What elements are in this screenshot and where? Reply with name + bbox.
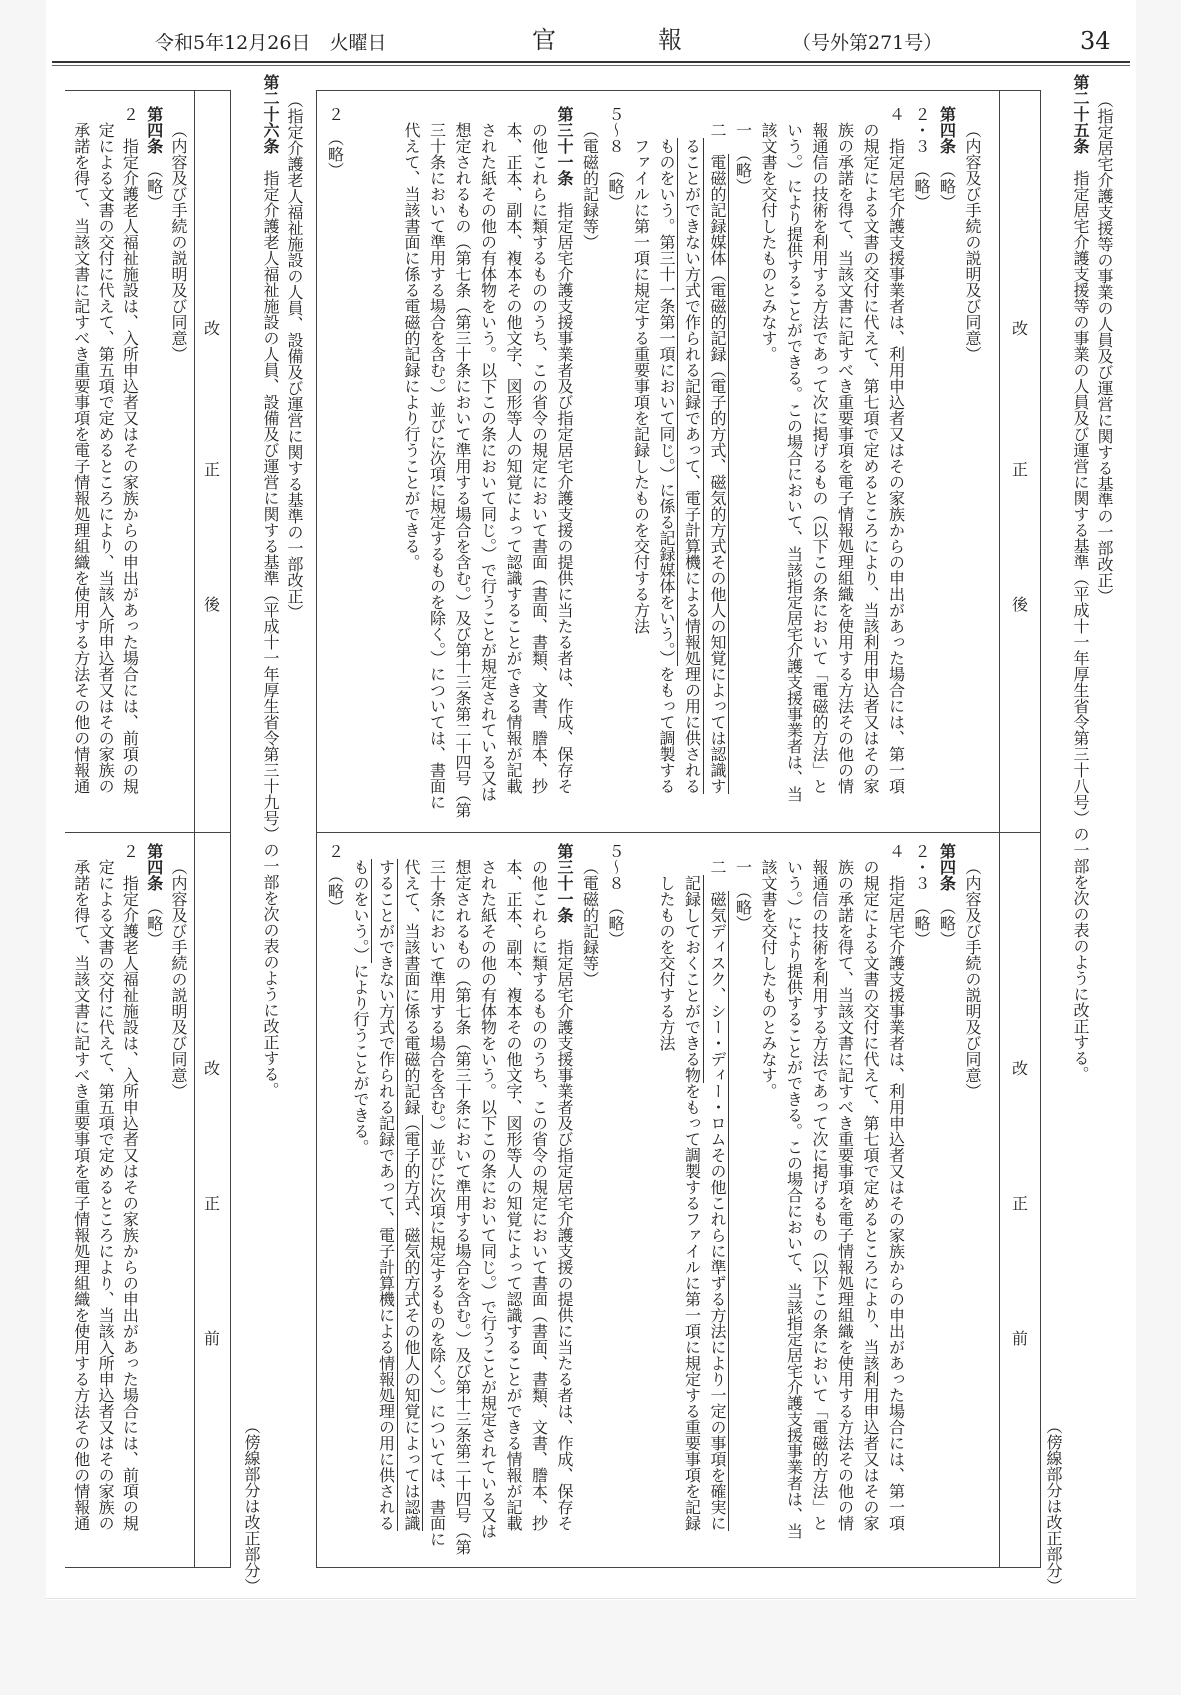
column-label-char: 正 — [203, 1194, 220, 1213]
article25-caption: （指定居宅介護支援等の事業の人員及び運営に関する基準の一部改正） — [1095, 92, 1114, 604]
text-segment: ５～８ （略） — [606, 843, 625, 947]
amended-text: ることができない方式で作られる記録であって、電子計算機による情報処理の用に供される — [682, 138, 702, 794]
text-segment: 報通信の技術を利用する方法であって次に掲げるもの（以下この条において「電磁的方法」と — [810, 859, 829, 1531]
text-line — [860, 859, 880, 1531]
header-rule-thin — [52, 65, 1130, 66]
text-segment: 想定されるもの（第七条（第三十条において準用する場合を含む。）及び第十三条第二十四号（第 — [453, 122, 472, 818]
amended-text: 磁気ディスク、シー・ディー・ロムその他これらに準ずる方法により一定の事項を確実に — [708, 891, 727, 1531]
text-line — [605, 843, 625, 947]
text-segment: ２ （略） — [325, 843, 345, 915]
text-line — [911, 843, 931, 947]
text-line — [119, 106, 139, 794]
text-segment: の規定による文書の交付に代えて、第七項で定めるところにより、当該利用申込者又はその家 — [861, 859, 880, 1531]
text-segment: をもって調製するファイルに第一項に規定する重要事項を記録 — [682, 1083, 702, 1531]
text-line — [554, 843, 574, 1531]
text-segment: （電磁的記録等） — [580, 122, 600, 250]
text-line — [71, 859, 91, 1531]
amended-text: ものをいう。第三十一条第一項において同じ。）に係る記録媒体をいう。） — [657, 138, 676, 666]
text-segment: 三十条において準用する場合を含む。）並びに次項に規定するものを除く。）については、書面に — [427, 859, 447, 1547]
article26-row-divider — [65, 832, 231, 833]
amended-text: することができない方式で作られる記録であって、電子計算機による情報処理の用に供される — [376, 859, 396, 1531]
page-number: 34 — [1080, 27, 1111, 55]
text-segment: （略） — [144, 891, 164, 947]
text-line — [911, 106, 931, 210]
column-label-char: 正 — [203, 460, 220, 479]
text-segment: 一 （略） — [733, 122, 753, 194]
article-number: 第四条 — [937, 843, 957, 891]
text-line — [733, 859, 753, 931]
gazette-title-1: 官 — [532, 26, 556, 54]
text-line — [886, 843, 906, 1531]
text-line — [809, 859, 829, 1531]
article25-table — [316, 90, 1041, 1568]
text-line — [784, 859, 804, 1539]
text-line — [631, 138, 651, 634]
text-segment: （電磁的記録等） — [580, 859, 600, 987]
text-segment: の他これらに類するもののうち、この省令の規定において書面（書面、書類、文書、謄本、抄 — [529, 859, 549, 1531]
column-label-char: 後 — [1011, 595, 1028, 614]
text-segment: （内容及び手続の説明及び同意） — [169, 859, 188, 1099]
text-line — [835, 122, 855, 794]
text-segment: 該文書を交付したものとみなす。 — [759, 859, 778, 1099]
text-line — [427, 122, 447, 810]
text-line — [325, 843, 345, 915]
text-segment: ファイルに第一項に規定する重要事項を記録したものを交付する方法 — [631, 138, 651, 634]
text-line — [119, 843, 139, 1531]
text-line — [401, 859, 421, 1531]
article26-heading — [260, 74, 280, 1098]
text-segment: （内容及び手続の説明及び同意） — [169, 122, 188, 362]
article26-note: （傍線部分は改正部分） — [242, 1418, 261, 1594]
article25-note: （傍線部分は改正部分） — [1044, 1418, 1063, 1594]
text-line — [350, 859, 370, 1155]
text-segment: 代えて、当該書面に係る電磁的記録 — [402, 859, 421, 1115]
text-line — [452, 859, 472, 1555]
article-number: 第四条 — [144, 843, 164, 891]
text-segment: （略） — [144, 154, 164, 210]
text-line — [478, 122, 498, 802]
issue-number: （号外第271号） — [792, 32, 943, 54]
text-line — [580, 122, 600, 250]
text-line — [860, 122, 880, 794]
text-line — [401, 122, 421, 570]
column-label-char: 正 — [1011, 460, 1028, 479]
article25-heading-text: 指定居宅介護支援等の事業の人員及び運営に関する基準（平成十一年厚生省令第三十八号）の一部を次の表のように改正する。 — [1071, 154, 1090, 1082]
text-line — [682, 875, 702, 1531]
amended-text: ものをいう。） — [351, 859, 370, 963]
text-line — [168, 859, 188, 1099]
text-segment: 想定されるもの（第七条（第三十条において準用する場合を含む。）及び第十三条第二十四号（第 — [453, 859, 472, 1555]
article-number: 第四条 — [937, 106, 957, 154]
text-segment: ４ 指定居宅介護支援事業者は、利用申込者又はその家族からの申出があった場合には、第一項 — [886, 843, 906, 1531]
text-segment: いう。）により提供することができる。この場合において、当該指定居宅介護支援事業者は、当 — [784, 122, 804, 802]
column-label-char: 前 — [1011, 1329, 1028, 1348]
text-line — [144, 843, 164, 947]
text-line — [758, 122, 778, 362]
article-number: 第三十一条 — [555, 106, 574, 186]
text-line — [529, 859, 549, 1531]
text-line — [733, 122, 753, 194]
text-line — [168, 122, 188, 362]
text-line — [962, 122, 982, 362]
article25-row-divider — [316, 832, 1041, 833]
text-line — [886, 106, 906, 794]
text-line — [784, 122, 804, 802]
text-line — [144, 106, 164, 210]
text-line — [707, 859, 727, 1531]
text-segment: 族の承諾を得て、当該文書に記すべき重要事項を電子情報処理組織を使用する方法その他の情 — [835, 122, 855, 794]
text-line — [809, 122, 829, 794]
text-line — [937, 843, 957, 947]
text-segment: された紙その他の有体物をいう。以下この条において同じ。）で行うことが規定されている又は — [478, 122, 498, 802]
article26-label-divider — [194, 90, 195, 1568]
text-line — [503, 122, 523, 794]
article26-table-bottom — [65, 1567, 231, 1568]
text-line — [682, 138, 702, 794]
text-segment: ５～８ （略） — [606, 106, 625, 210]
text-line — [758, 859, 778, 1099]
text-segment: 三十条において準用する場合を含む。）並びに次項に規定するものを除く。）については、書面に — [427, 122, 447, 810]
text-segment: 指定居宅介護支援事業者及び指定居宅介護支援の提供に当たる者は、作成、保存そ — [555, 923, 574, 1531]
column-label-char: 後 — [203, 595, 220, 614]
text-segment: したものを交付する方法 — [657, 875, 676, 1051]
text-segment: 指定居宅介護支援事業者及び指定居宅介護支援の提供に当たる者は、作成、保存そ — [555, 186, 574, 794]
text-segment: （内容及び手続の説明及び同意） — [963, 859, 982, 1099]
text-segment: 承諾を得て、当該文書に記すべき重要事項を電子情報処理組織を使用する方法その他の情報通 — [71, 859, 91, 1531]
text-segment: （略） — [937, 154, 957, 210]
text-line — [580, 859, 600, 987]
text-segment: 代えて、当該書面に係る電磁的記録により行うことができる。 — [402, 122, 421, 570]
text-line — [937, 106, 957, 210]
article25-heading — [1070, 74, 1090, 1082]
text-segment: 定による文書の交付に代えて、第五項で定めるところにより、当該入所申込者又はその家族の — [96, 122, 116, 794]
text-line — [452, 122, 472, 818]
text-segment: 報通信の技術を利用する方法であって次に掲げるもの（以下この条において「電磁的方法」と — [810, 122, 829, 794]
text-segment: ２ 指定介護老人福祉施設は、入所申込者又はその家族からの申出があった場合には、前項の規 — [120, 106, 140, 794]
text-segment: された紙その他の有体物をいう。以下この条において同じ。）で行うことが規定されている又は — [478, 859, 498, 1539]
amended-text: 記録しておくことができる物 — [682, 875, 702, 1083]
text-line — [554, 106, 574, 794]
column-label-char: 改 — [203, 1059, 220, 1078]
text-segment: （略） — [937, 891, 957, 947]
text-line — [707, 122, 727, 794]
text-segment: 一 （略） — [733, 859, 753, 931]
text-line — [656, 138, 676, 794]
text-segment: ２ 指定介護老人福祉施設は、入所申込者又はその家族からの申出があった場合には、前項の規 — [120, 843, 140, 1531]
column-label-char: 正 — [1011, 1194, 1028, 1213]
text-segment: ４ 指定居宅介護支援事業者は、利用申込者又はその家族からの申出があった場合には、第一項 — [886, 106, 906, 794]
text-line — [427, 859, 447, 1547]
issue-date: 令和5年12月26日 火曜日 — [155, 32, 387, 54]
text-line — [656, 875, 676, 1051]
article25-heading-label: 第二十五条 — [1071, 74, 1090, 154]
text-segment: をもって調製する — [657, 666, 676, 794]
text-line — [325, 106, 345, 178]
text-segment: により行うことができる。 — [351, 963, 370, 1155]
amended-text: （電子的方式、磁気的方式その他人の知覚によっては認識 — [402, 1115, 421, 1531]
column-label-char: 改 — [1011, 1059, 1028, 1078]
text-segment: 二 — [708, 859, 727, 891]
page-bottom-edge — [46, 1598, 1136, 1599]
text-segment: の規定による文書の交付に代えて、第七項で定めるところにより、当該利用申込者又はその家 — [861, 122, 880, 794]
article-number: 第四条 — [144, 106, 164, 154]
text-segment: （内容及び手続の説明及び同意） — [963, 122, 982, 362]
text-line — [503, 859, 523, 1531]
gazette-title-2: 報 — [658, 26, 682, 54]
text-line — [95, 122, 115, 794]
text-segment: 本、正本、副本、複本その他文字、図形等人の知覚によって認識することができる情報が記載 — [504, 122, 523, 794]
article25-label-divider — [999, 90, 1000, 1568]
text-segment: いう。）により提供することができる。この場合において、当該指定居宅介護支援事業者は、当 — [784, 859, 804, 1539]
text-segment: 本、正本、副本、複本その他文字、図形等人の知覚によって認識することができる情報が記載 — [504, 859, 523, 1531]
text-segment: 二 — [708, 122, 727, 154]
text-line — [529, 122, 549, 794]
text-segment: 承諾を得て、当該文書に記すべき重要事項を電子情報処理組織を使用する方法その他の情報通 — [71, 122, 91, 794]
article26-heading-label: 第二十六条 — [261, 74, 280, 154]
article-number: 第三十一条 — [555, 843, 574, 923]
text-line — [71, 122, 91, 794]
amended-text: 電磁的記録媒体（電磁的記録（電子的方式、磁気的方式その他人の知覚によっては認識す — [708, 154, 727, 794]
text-line — [835, 859, 855, 1531]
text-segment: 該文書を交付したものとみなす。 — [759, 122, 778, 362]
column-label-char: 前 — [203, 1329, 220, 1348]
article26-table-top — [65, 90, 231, 91]
text-segment: ２・３ （略） — [912, 843, 931, 947]
article26-table-right — [230, 90, 231, 1568]
text-segment: ２・３ （略） — [912, 106, 931, 210]
text-line — [478, 859, 498, 1539]
text-line — [962, 859, 982, 1099]
header-rule — [52, 61, 1130, 63]
text-segment: ２ （略） — [325, 106, 345, 178]
article26-heading-text: 指定介護老人福祉施設の人員、設備及び運営に関する基準（平成十一年厚生省令第三十九号）の一部を次の表のように改正する。 — [261, 154, 280, 1098]
text-line — [605, 106, 625, 210]
text-line — [376, 859, 396, 1531]
column-label-char: 改 — [203, 319, 220, 338]
column-label-char: 改 — [1011, 319, 1028, 338]
text-line — [95, 859, 115, 1531]
text-segment: 定による文書の交付に代えて、第五項で定めるところにより、当該入所申込者又はその家族の — [96, 859, 116, 1531]
text-segment: 族の承諾を得て、当該文書に記すべき重要事項を電子情報処理組織を使用する方法その他の情 — [835, 859, 855, 1531]
text-segment: の他これらに類するもののうち、この省令の規定において書面（書面、書類、文書、謄本、抄 — [529, 122, 549, 794]
article26-caption: （指定介護老人福祉施設の人員、設備及び運営に関する基準の一部改正） — [285, 92, 304, 620]
